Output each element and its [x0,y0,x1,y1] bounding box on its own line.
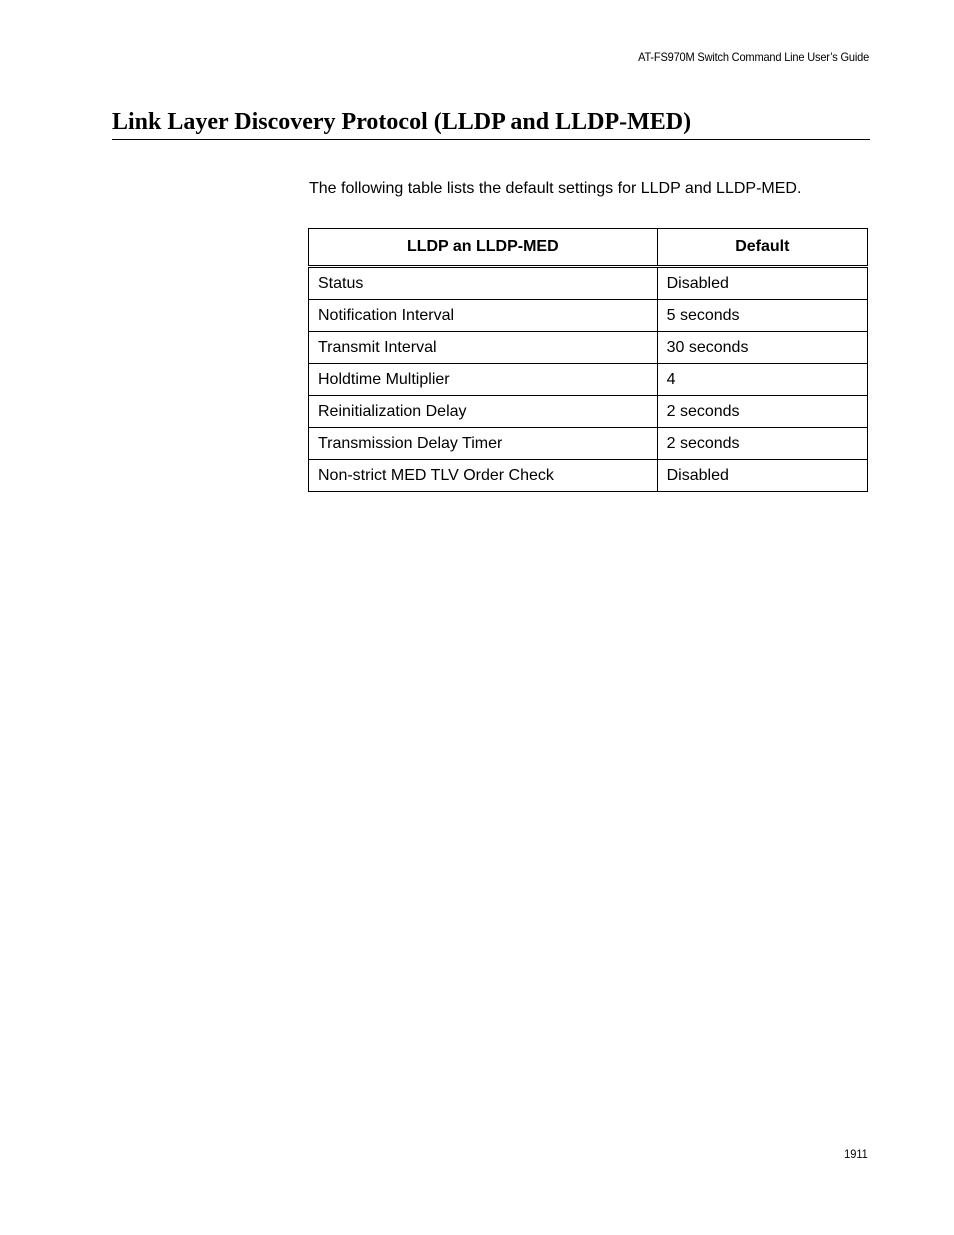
column-header-setting: LLDP an LLDP-MED [309,229,658,267]
default-cell: 4 [657,364,867,396]
running-header: AT-FS970M Switch Command Line User’s Guide [638,50,869,64]
setting-cell: Notification Interval [309,300,658,332]
page-number: 1911 [844,1147,868,1161]
default-cell: 2 seconds [657,396,867,428]
default-cell: 2 seconds [657,428,867,460]
setting-cell: Status [309,267,658,300]
section-title: Link Layer Discovery Protocol (LLDP and LLDP-MED) [112,108,870,140]
lldp-defaults-table [308,228,868,492]
table-row [309,428,868,460]
default-cell: Disabled [657,267,867,300]
table-row [309,267,868,300]
default-cell: 5 seconds [657,300,867,332]
table-header-row [309,229,868,267]
table-row [309,300,868,332]
table-row [309,332,868,364]
table-row [309,460,868,492]
default-cell: Disabled [657,460,867,492]
setting-cell: Reinitialization Delay [309,396,658,428]
table-row [309,396,868,428]
default-cell: 30 seconds [657,332,867,364]
setting-cell: Transmit Interval [309,332,658,364]
setting-cell: Transmission Delay Timer [309,428,658,460]
setting-cell: Non-strict MED TLV Order Check [309,460,658,492]
setting-cell: Holdtime Multiplier [309,364,658,396]
table-row [309,364,868,396]
column-header-default: Default [657,229,867,267]
intro-paragraph: The following table lists the default settings for LLDP and LLDP-MED. [309,180,802,197]
